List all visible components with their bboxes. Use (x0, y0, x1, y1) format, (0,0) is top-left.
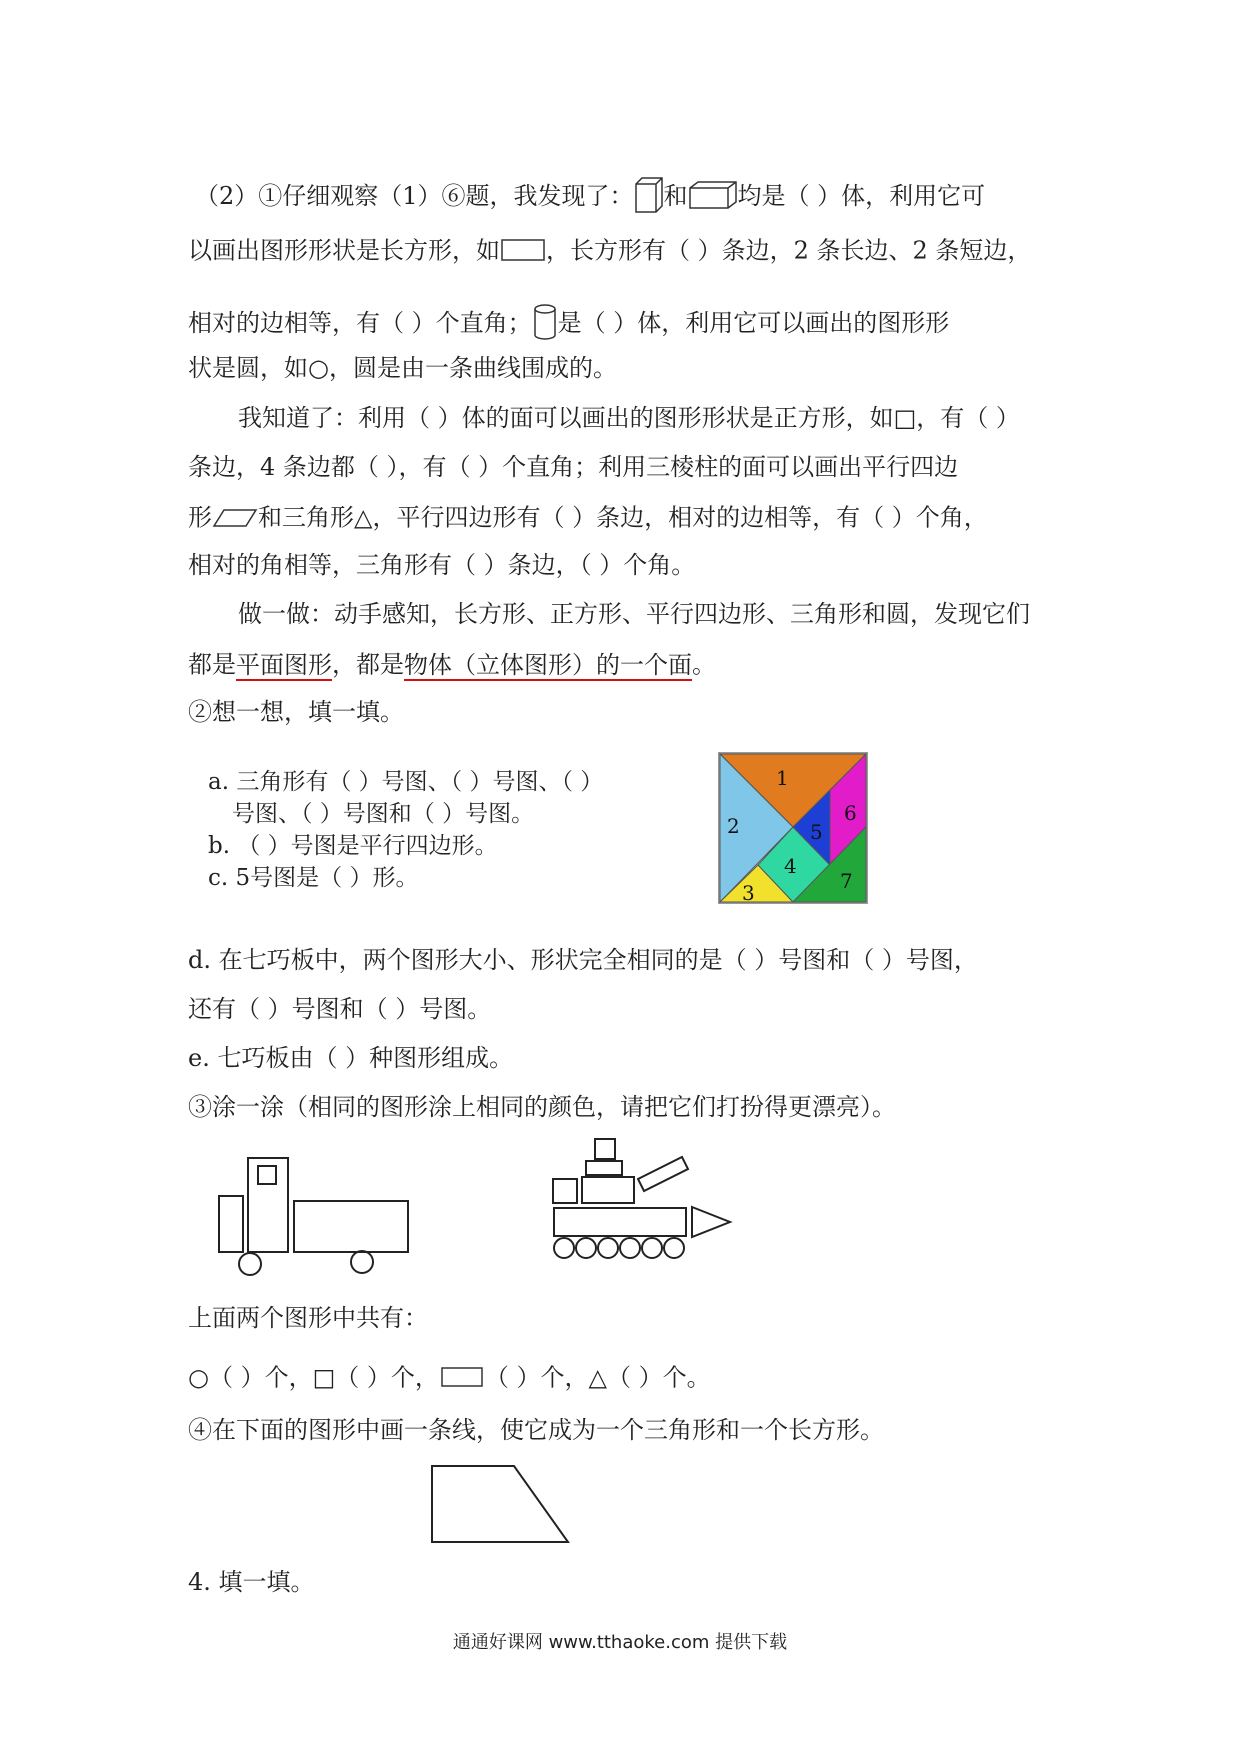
tank-square (553, 1179, 577, 1203)
line7-text-a: 形 (188, 503, 212, 532)
tank-wheel-circle (598, 1238, 618, 1258)
rectangle-icon (439, 1365, 485, 1391)
cylinder-icon (532, 303, 558, 343)
line2-text-a: 以画出图形形状是长方形，如 (188, 236, 500, 265)
line10-text-e: 。 (692, 650, 716, 679)
tank-wheel-circle (664, 1238, 684, 1258)
count-intro: 上面两个图形中共有： (188, 1304, 428, 1332)
tangram-question-c: c. 5号图是（ ）形。 (208, 865, 419, 891)
tangram-label-3: 3 (742, 881, 755, 904)
truck-cab-rect (248, 1158, 288, 1252)
draw-line-heading: ④在下面的图形中画一条线，使它成为一个三角形和一个长方形。 (188, 1416, 884, 1444)
q2-intro-tail: 均是（ ）体，利用它可 (737, 182, 986, 210)
truck-bumper-rect (219, 1196, 243, 1252)
line3-text-b: 是（ ）体，利用它可以画出的图形形 (557, 309, 950, 337)
line2-text-b: ，长方形有（ ）条边，2 条长边、2 条短边， (546, 236, 1032, 265)
tank-body-rect (554, 1208, 686, 1236)
think-fill-heading: ②想一想，填一填。 (188, 698, 404, 726)
tank-barrel-rect (638, 1157, 688, 1191)
q2-intro-text: （2）①仔细观察（1）⑥题，我发现了： (195, 182, 634, 210)
tangram-question-d2: 还有（ ）号图和（ ）号图。 (188, 995, 492, 1023)
trapezoid-shape (432, 1466, 568, 1542)
cube-icon (634, 176, 664, 216)
face-of-solid-underlined: 物体（立体图形）的一个面 (404, 650, 692, 679)
shape-count-line (188, 1360, 711, 1394)
trapezoid-figure (428, 1462, 578, 1546)
tangram-question-b: b. （ ）号图是平行四边形。 (208, 833, 498, 859)
tank-turret-rect (586, 1161, 622, 1175)
square-count: □（ ）个， (312, 1363, 439, 1392)
tangram-label-2: 2 (727, 814, 740, 838)
plane-figure-underlined: 平面图形 (236, 650, 332, 679)
tangram-label-4: 4 (784, 854, 797, 878)
circle-line: 状是圆，如○，圆是由一条曲线围成的。 (188, 354, 617, 382)
truck-window-square (258, 1166, 276, 1184)
truck-figure (214, 1150, 414, 1280)
color-it-heading: ③涂一涂（相同的图形涂上相同的颜色，请把它们打扮得更漂亮）。 (188, 1093, 896, 1121)
angles-line: 相对的角相等，三角形有（ ）条边，（ ）个角。 (188, 551, 696, 579)
question-2-intro (195, 176, 985, 216)
rectangle-icon (500, 238, 546, 264)
tangram-label-5: 5 (810, 820, 823, 844)
tank-wheel-circle (554, 1238, 574, 1258)
and-text: 和 (663, 182, 688, 210)
tangram-label-7: 7 (840, 869, 853, 893)
tank-wheel-circle (620, 1238, 640, 1258)
rectangle-count: （ ）个， (484, 1363, 589, 1392)
tank-hull-upper-rect (582, 1177, 634, 1203)
tangram-question-a2: 号图、（ ）号图和（ ）号图。 (232, 801, 535, 827)
triangle-count: △（ ）个。 (588, 1363, 711, 1392)
square-sides-line: 条边，4 条边都（ ），有（ ）个直角；利用三棱柱的面可以画出平行四边 (188, 453, 959, 481)
line7-text-b: 和三角形△，平行四边形有（ ）条边，相对的边相等，有（ ）个角， (258, 503, 988, 532)
section-4-heading: 4. 填一填。 (188, 1568, 315, 1596)
parallelogram-line (188, 500, 988, 534)
truck-cargo-rect (294, 1201, 408, 1252)
cylinder-line (188, 303, 949, 343)
tank-triangle (692, 1207, 730, 1237)
line10-text-c: ，都是 (332, 650, 404, 679)
tank-wheel-circle (576, 1238, 596, 1258)
tangram-question-d1: d. 在七巧板中，两个图形大小、形状完全相同的是（ ）号图和（ ）号图， (188, 946, 978, 974)
truck-wheel-circle (351, 1251, 373, 1273)
tank-top-square (595, 1139, 615, 1159)
tank-wheel-circle (642, 1238, 662, 1258)
line3-text-a: 相对的边相等，有（ ）个直角； (188, 309, 532, 337)
tangram-figure (718, 752, 868, 904)
line10-text-a: 都是 (188, 650, 236, 679)
do-it-line: 做一做：动手感知，长方形、正方形、平行四边形、三角形和圆，发现它们 (238, 600, 1030, 628)
truck-wheel-circle (239, 1253, 261, 1275)
plane-figure-line (188, 647, 716, 681)
parallelogram-icon (212, 507, 258, 529)
i-know-line: 我知道了：利用（ ）体的面可以画出的图形形状是正方形，如□，有（ ） (238, 404, 1020, 432)
tangram-question-e: e. 七巧板由（ ）种图形组成。 (188, 1044, 514, 1072)
cuboid-icon (688, 180, 738, 212)
circle-count: ○（ ）个， (188, 1363, 313, 1392)
rectangle-line (188, 233, 1031, 267)
tangram-label-1: 1 (776, 766, 789, 790)
tank-figure (548, 1135, 738, 1265)
footer-credit: 通通好课网 www.tthaoke.com 提供下载 (452, 1632, 788, 1653)
tangram-question-a1: a. 三角形有（ ）号图、（ ）号图、（ ） (208, 769, 604, 795)
tangram-label-6: 6 (844, 801, 857, 825)
